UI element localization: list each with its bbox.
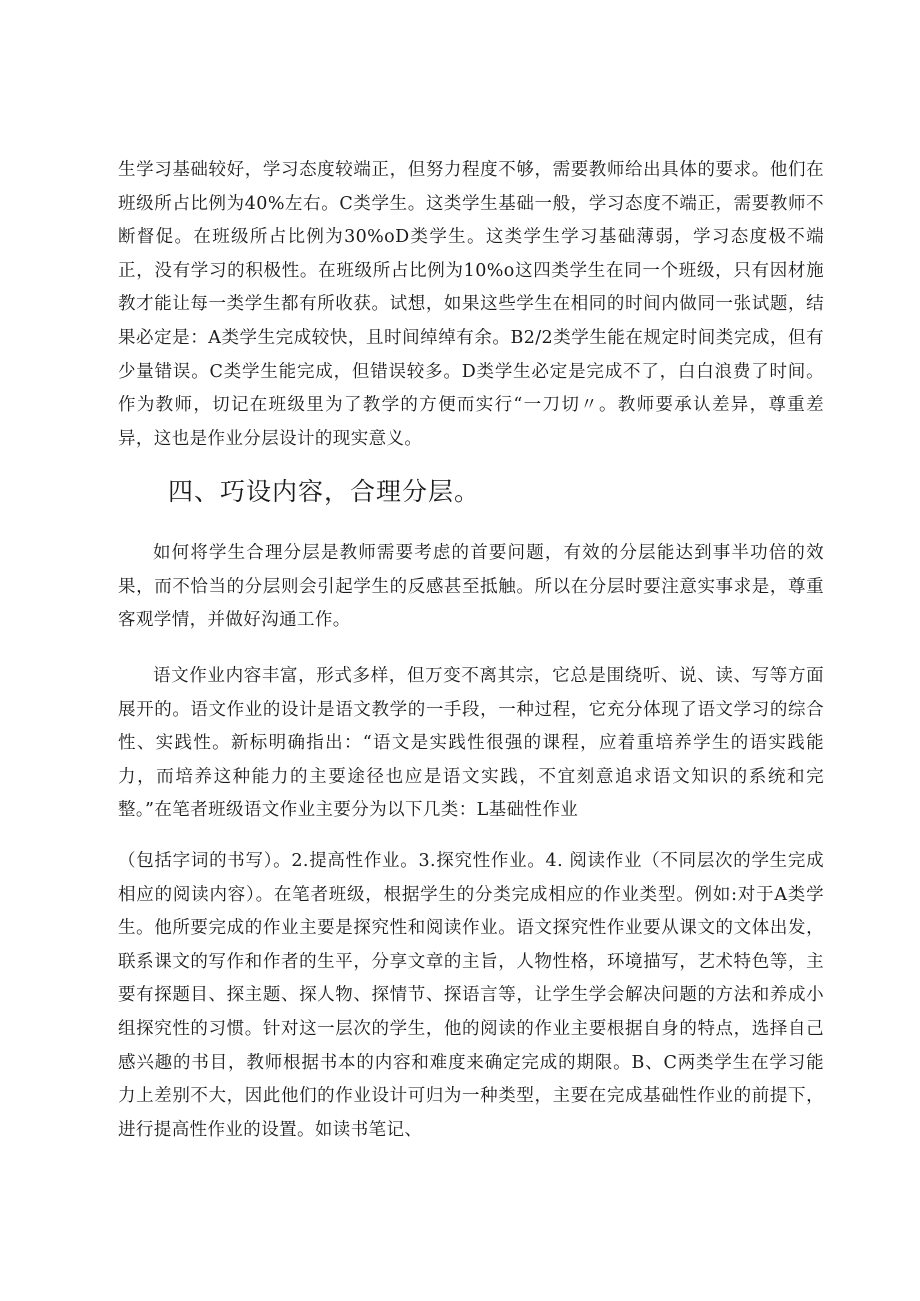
- paragraph-homework-content: 语文作业内容丰富，形式多样，但万变不离其宗，它总是围绕听、说、读、写等方面展开的。语文作业的设计是语文教学的一手段，一种过程，它充分体现了语文学习的综合性、实践性。新标明确指出：“语文是实践性很强的课程，应着重培养学生的语实践能力，而培养这种能力的主要途径也应是语文实践，不宜刻意追求语文知识的系统和完整。”在笔者班级语文作业主要分为以下几类：L基础性作业: [118, 666, 824, 821]
- section-heading: 四、巧设内容，合理分层。: [168, 477, 481, 506]
- paragraph-homework-types: （包括字词的书写）。2.提高性作业。3.探究性作业。4. 阅读作业（不同层次的学生完成相应的阅读内容）。在笔者班级，根据学生的分类完成相应的作业类型。例如:对于A类学生。他所要完成的作业主要是探究性和阅读作业。语文探究性作业要从课文的文体出发，联系课文的写作和作者的生平，分享文章的主旨，人物性格，环境描写，艺术特色等，主要有探题目、探主题、探人物、探情节、探语言等，让学生学会解决问题的方法和养成小组探究性的习惯。针对这一层次的学生，他的阅读的作业主要根据自身的特点，选择自己感兴趣的书目，教师根据书本的内容和难度来确定完成的期限。B、C两类学生在学习能力上差别不大，因此他们的作业设计可归为一种类型，主要在完成基础性作业的前提下，进行提高性作业的设置。如读书笔记、: [118, 851, 824, 1140]
- paragraph-layering-method: 如何将学生合理分层是教师需要考虑的首要问题，有效的分层能达到事半功倍的效果，而不恰当的分层则会引起学生的反感甚至抵触。所以在分层时要注意实事求是，尊重客观学情，并做好沟通工作。: [118, 543, 824, 631]
- paragraph-student-categories: 生学习基础较好，学习态度较端正，但努力程度不够，需要教师给出具体的要求。他们在班级所占比例为40%左右。C类学生。这类学生基础一般，学习态度不端正，需要教师不断督促。在班级所占比例为30%oD类学生。这类学生学习基础薄弱，学习态度极不端正，没有学习的积极性。在班级所占比例为10%o这四类学生在同一个班级，只有因材施教才能让每一类学生都有所收获。试想，如果这些学生在相同的时间内做同一张试题，结果必定是：A类学生完成较快，且时间绰绰有余。B2/2类学生能在规定时间类完成，但有少量错误。C类学生能完成，但错误较多。D类学生必定是完成不了，白白浪费了时间。作为教师，切记在班级里为了教学的方便而实行“一刀切〃。教师要承认差异，尊重差异，这也是作业分层设计的现实意义。: [118, 160, 824, 449]
